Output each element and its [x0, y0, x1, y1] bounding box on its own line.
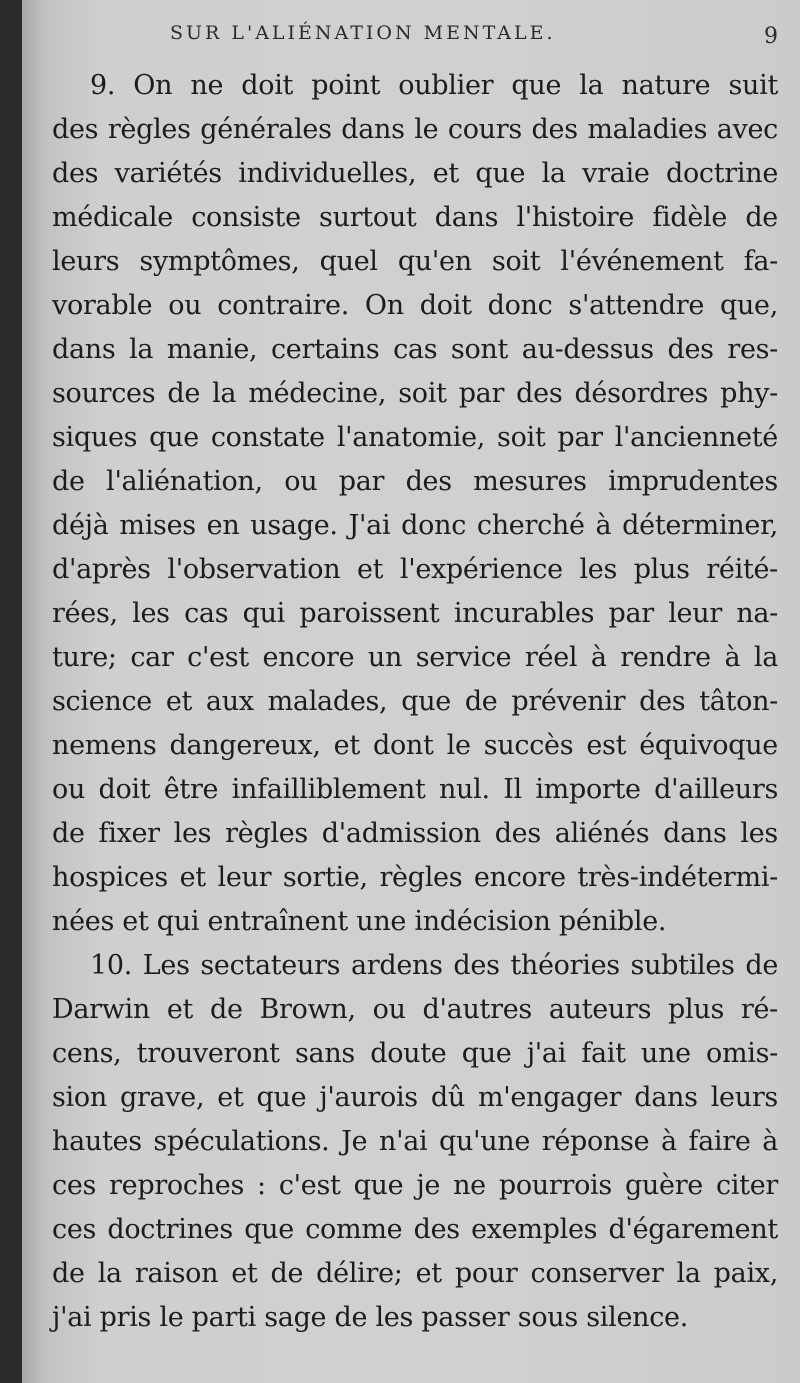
text-line: ture; car c'est encore un service réel à rendre à la: [52, 642, 778, 673]
text-line: siques que constate l'anatomie, soit par l'ancienneté: [52, 422, 778, 453]
text-line: nemens dangereux, et dont le succès est équivoque: [52, 730, 778, 761]
text-line: sion grave, et que j'aurois dû m'engager dans leurs: [52, 1082, 778, 1113]
text-line: Darwin et de Brown, ou d'autres auteurs plus ré-: [52, 994, 778, 1025]
text-line: de la raison et de délire; et pour conserver la paix,: [52, 1258, 778, 1289]
text-line: nées et qui entraînent une indécision pénible.: [52, 906, 667, 937]
text-line: rées, les cas qui paroissent incurables par leur na-: [52, 598, 778, 629]
text-line: ces doctrines que comme des exemples d'égarement: [52, 1214, 778, 1245]
text-line: 10. Les sectateurs ardens des théories subtiles de: [90, 950, 778, 981]
text-line: hospices et leur sortie, règles encore très-indétermi-: [52, 862, 778, 893]
paragraph-9: [52, 64, 778, 944]
text-line: des règles générales dans le cours des maladies avec: [52, 114, 778, 145]
text-line: ou doit être infailliblement nul. Il importe d'ailleurs: [52, 774, 778, 805]
running-title: SUR L'ALIÉNATION MENTALE.: [170, 22, 556, 44]
text-line: des variétés individuelles, et que la vraie doctrine: [52, 158, 778, 189]
page-number: 9: [764, 24, 778, 49]
book-page: [22, 0, 800, 1383]
text-line: d'après l'observation et l'expérience les plus réité-: [52, 554, 778, 585]
text-line: déjà mises en usage. J'ai donc cherché à déterminer,: [52, 510, 778, 541]
text-line: sources de la médecine, soit par des désordres phy-: [52, 378, 778, 409]
text-line: vorable ou contraire. On doit donc s'attendre que,: [52, 290, 778, 321]
text-line: médicale consiste surtout dans l'histoire fidèle de: [52, 202, 778, 233]
text-line: hautes spéculations. Je n'ai qu'une réponse à faire à: [52, 1126, 778, 1157]
page-header: [22, 22, 800, 52]
paragraph-10: [52, 944, 778, 1340]
text-line: science et aux malades, que de prévenir des tâton-: [52, 686, 778, 717]
text-line: de l'aliénation, ou par des mesures imprudentes: [52, 466, 778, 497]
text-line: cens, trouveront sans doute que j'ai fait une omis-: [52, 1038, 778, 1069]
text-line: leurs symptômes, quel qu'en soit l'événement fa-: [52, 246, 778, 277]
text-line: j'ai pris le parti sage de les passer sous silence.: [52, 1302, 688, 1333]
text-line: 9. On ne doit point oublier que la nature suit: [90, 70, 778, 101]
body-text: [52, 64, 778, 1340]
text-line: ces reproches : c'est que je ne pourrois guère citer: [52, 1170, 778, 1201]
text-line: de fixer les règles d'admission des aliénés dans les: [52, 818, 778, 849]
text-line: dans la manie, certains cas sont au-dessus des res-: [52, 334, 778, 365]
